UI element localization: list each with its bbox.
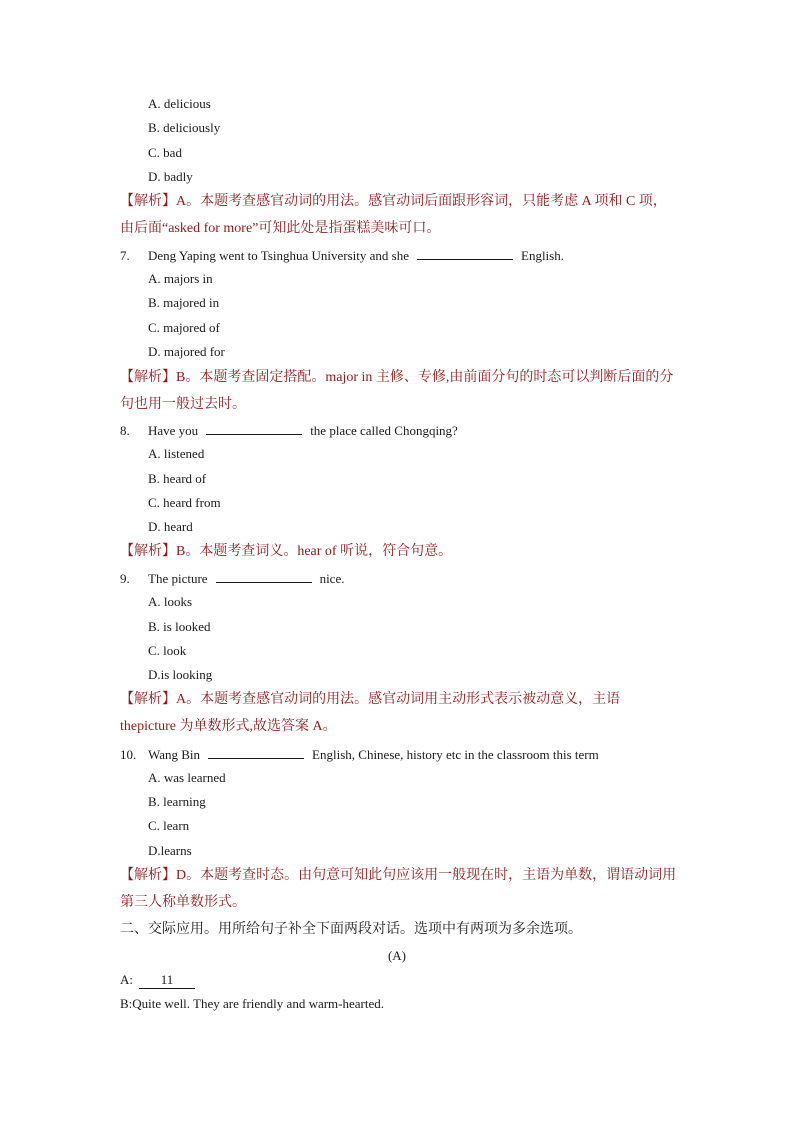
- q10-option-b: B. learning: [148, 794, 206, 809]
- q9-stem-after: nice.: [319, 571, 345, 586]
- q9-analysis: [120, 691, 620, 709]
- analysis-tag: 【解析】: [120, 692, 176, 707]
- analysis-tag: 【解析】: [120, 544, 176, 559]
- q8-stem-after: the place called Chongqing?: [310, 423, 458, 438]
- q9-blank: [216, 570, 312, 583]
- q7-blank: [417, 247, 513, 260]
- q10-analysis: [120, 867, 676, 885]
- q8-stem: [120, 422, 458, 439]
- q10-stem: [120, 746, 599, 763]
- q6-option-d: D. badly: [148, 169, 193, 184]
- q8-option-a: A. listened: [148, 446, 205, 461]
- q9-option-a: A. looks: [148, 594, 193, 609]
- q8-stem-before: Have you: [148, 423, 199, 438]
- dialogue-line-a: [120, 972, 195, 989]
- q8-analysis: [120, 543, 452, 561]
- speaker-a-label: A:: [120, 972, 133, 987]
- analysis-tag: 【解析】: [120, 868, 176, 883]
- q9-analysis-cont: thepicture 为单数形式,故选答案 A。: [120, 719, 337, 734]
- section-heading: 二、交际应用。用所给句子补全下面两段对话。选项中有两项为多余选项。: [120, 922, 582, 937]
- q7-analysis-text: B。本题考查固定搭配。major in 主修、专修,由前面分句的时态可以判断后面的分: [176, 370, 674, 385]
- q7-stem: [120, 247, 564, 264]
- q10-option-c: C. learn: [148, 818, 190, 833]
- q6-option-c: C. bad: [148, 145, 182, 160]
- q8-number: 8.: [120, 423, 130, 438]
- q9-option-d: D.is looking: [148, 667, 213, 682]
- q8-option-c: C. heard from: [148, 495, 221, 510]
- q7-option-b: B. majored in: [148, 295, 220, 310]
- q8-option-b: B. heard of: [148, 471, 207, 486]
- q6-analysis: [120, 193, 667, 211]
- q7-option-c: C. majored of: [148, 320, 220, 335]
- q9-option-b: B. is looked: [148, 619, 211, 634]
- q6-option-a: A. delicious: [148, 96, 211, 111]
- q6-analysis-cont: 由后面“asked for more”可知此处是指蛋糕美味可口。: [120, 221, 441, 236]
- analysis-tag: 【解析】: [120, 370, 176, 385]
- q10-option-d: D.learns: [148, 843, 192, 858]
- q9-option-c: C. look: [148, 643, 187, 658]
- dialogue-part-label: (A): [387, 948, 407, 963]
- dialogue-line-b: B:Quite well. They are friendly and warm-hearted.: [120, 996, 384, 1011]
- q6-option-b: B. deliciously: [148, 120, 221, 135]
- q10-analysis-cont: 第三人称单数形式。: [120, 895, 246, 910]
- q6-analysis-text: A。本题考查感官动词的用法。感官动词后面跟形容词，只能考虑 A 项和 C 项，: [176, 194, 667, 209]
- q8-blank: [206, 422, 302, 435]
- q7-analysis: [120, 369, 673, 387]
- q7-number: 7.: [120, 248, 130, 263]
- analysis-tag: 【解析】: [120, 194, 176, 209]
- q7-option-a: A. majors in: [148, 271, 213, 286]
- answer-blank-11: 11: [139, 972, 195, 989]
- q10-stem-after: English, Chinese, history etc in the classroom this term: [312, 747, 599, 762]
- q10-blank: [208, 746, 304, 759]
- q8-option-d: D. heard: [148, 519, 193, 534]
- q10-number: 10.: [120, 747, 137, 762]
- q7-option-d: D. majored for: [148, 344, 225, 359]
- q10-stem-before: Wang Bin: [148, 747, 201, 762]
- q8-analysis-text: B。本题考查词义。hear of 听说，符合句意。: [176, 544, 453, 559]
- q7-stem-after: English.: [521, 248, 564, 263]
- q7-analysis-cont: 句也用一般过去时。: [120, 397, 246, 412]
- q10-analysis-text: D。本题考查时态。由句意可知此句应该用一般现在时，主语为单数，谓语动词用: [176, 868, 677, 883]
- q10-option-a: A. was learned: [148, 770, 226, 785]
- q9-stem-before: The picture: [148, 571, 208, 586]
- q9-stem: [120, 570, 344, 587]
- q9-number: 9.: [120, 571, 130, 586]
- q9-analysis-text: A。本题考查感官动词的用法。感官动词用主动形式表示被动意义，主语: [176, 692, 621, 707]
- q7-stem-before: Deng Yaping went to Tsinghua University and she: [148, 248, 409, 263]
